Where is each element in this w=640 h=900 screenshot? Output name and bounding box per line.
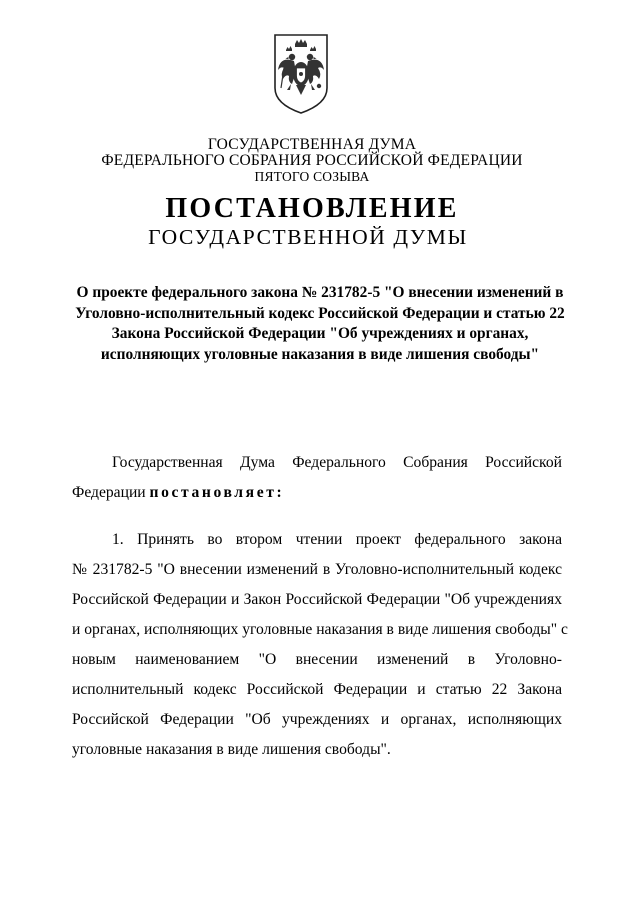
- item-line: Российской Федерации "Об учреждениях и органах, исполняющих: [72, 711, 562, 728]
- document-title: ПОСТАНОВЛЕНИЕ: [165, 193, 459, 224]
- org-line-3: ПЯТОГО СОЗЫВА: [254, 169, 370, 184]
- preamble-paragraph: [72, 448, 562, 508]
- subject-line: О проекте федерального закона № 231782-5 "О внесении изменений в: [76, 284, 564, 301]
- item-line: и органах, исполняющих уголовные наказания в виде лишения свободы" с: [72, 621, 568, 638]
- preamble-line: Государственная Дума Федерального Собрания Российской: [112, 454, 562, 471]
- org-line-2: ФЕДЕРАЛЬНОГО СОБРАНИЯ РОССИЙСКОЙ ФЕДЕРАЦИИ: [101, 152, 523, 169]
- preamble-line: [72, 478, 562, 508]
- subject-line: Уголовно-исполнительный кодекс Российской Федерации и статью 22: [75, 304, 565, 322]
- item-line: № 231782-5 "О внесении изменений в Уголовно-исполнительный кодекс: [72, 561, 562, 578]
- decree-word: постановляет:: [149, 484, 285, 501]
- document-subtitle: ГОСУДАРСТВЕННОЙ ДУМЫ: [148, 225, 468, 249]
- subject-line: Закона Российской Федерации "Об учреждениях и органах,: [111, 325, 529, 342]
- item-line: 1. Принять во втором чтении проект федерального закона: [112, 531, 562, 548]
- item-line: уголовные наказания в виде лишения свободы".: [72, 741, 391, 758]
- russian-coat-of-arms-icon: [272, 32, 330, 116]
- item-1-paragraph: [72, 525, 568, 765]
- preamble-prefix: Федерации: [72, 484, 150, 501]
- item-line: новым наименованием "О внесении изменений в Уголовно-: [72, 651, 562, 668]
- item-line: исполнительный кодекс Российской Федерации и статью 22 Закона: [72, 681, 562, 698]
- resolution-subject: [60, 283, 580, 365]
- item-line: Российской Федерации и Закон Российской Федерации "Об учреждениях: [72, 591, 562, 608]
- org-line-1: ГОСУДАРСТВЕННАЯ ДУМА: [207, 136, 417, 153]
- subject-line: исполняющих уголовные наказания в виде лишения свободы": [100, 345, 540, 363]
